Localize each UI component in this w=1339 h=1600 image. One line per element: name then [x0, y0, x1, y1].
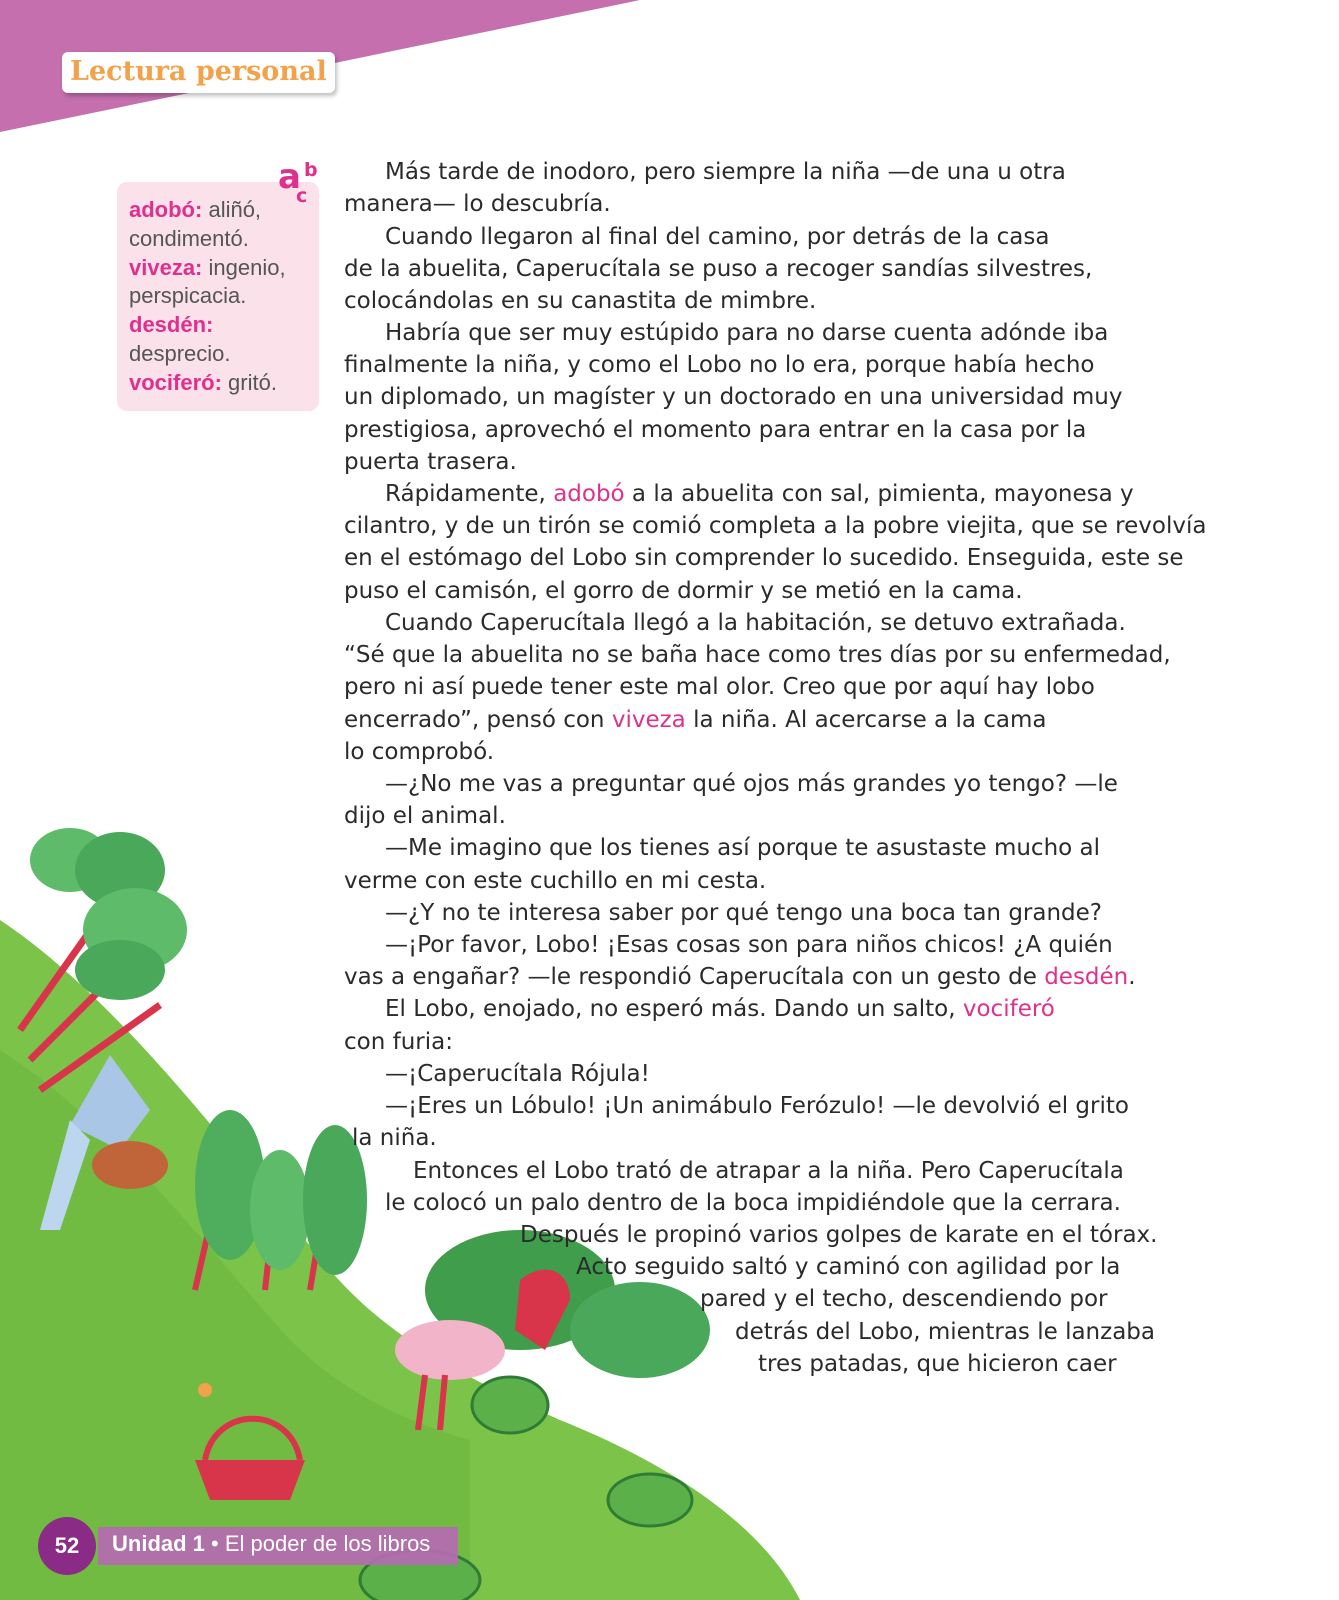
story-line: colocándolas en su canastita de mimbre.: [344, 288, 817, 314]
story-line: Cuando llegaron al final del camino, por detrás de la casa: [385, 224, 1050, 250]
glossary-definition: ingenio, perspicacia.: [129, 254, 286, 309]
story-line: —¿Y no te interesa saber por qué tengo una boca tan grande?: [385, 900, 1102, 926]
glossary-term: desdén:: [129, 312, 214, 338]
story-line: dijo el animal.: [344, 803, 506, 829]
vocab-word-adobo: adobó: [553, 481, 625, 507]
footer-bullet: •: [211, 1531, 219, 1556]
story-line: Acto seguido saltó y caminó con agilidad por la: [576, 1254, 1121, 1280]
story-line: —¡Por favor, Lobo! ¡Esas cosas son para niños chicos! ¿A quién: [385, 932, 1113, 958]
story-line: Después le propinó varios golpes de karate en el tórax.: [520, 1222, 1158, 1248]
story-line: con furia:: [344, 1029, 453, 1055]
section-label: Lectura personal: [62, 52, 335, 93]
story-line: [344, 962, 1136, 992]
svg-text:c: c: [296, 185, 308, 206]
story-line: —¡Eres un Lóbulo! ¡Un animábulo Ferózulo! —le devolvió el grito: [385, 1093, 1129, 1119]
story-text-run: encerrado”, pensó con: [344, 707, 612, 733]
svg-text:b: b: [304, 159, 318, 181]
story-text-run: vas a engañar? —le respondió Caperucítala con un gesto de: [344, 964, 1045, 990]
story-text-run: Rápidamente,: [385, 481, 554, 507]
story-line: prestigiosa, aprovechó el momento para entrar en la casa por la: [344, 417, 1087, 443]
glossary-term: adobó:: [129, 197, 203, 222]
glossary-definition: gritó.: [228, 369, 277, 395]
story-text-run: la niña. Al acercarse a la cama: [685, 707, 1047, 733]
story-text-run: .: [1128, 964, 1136, 990]
story-line: puerta trasera.: [344, 449, 517, 475]
glossary-definition: desprecio.: [129, 340, 231, 366]
story-line: pared y el techo, descendiendo por: [700, 1286, 1108, 1312]
story-line: puso el camisón, el gorro de dormir y se metió en la cama.: [344, 578, 1023, 604]
story-line: finalmente la niña, y como el Lobo no lo era, porque había hecho: [344, 352, 1095, 378]
story-line: verme con este cuchillo en mi cesta.: [344, 868, 767, 894]
footer-title: [112, 1531, 430, 1557]
story-line: —Me imagino que los tienes así porque te asustaste mucho al: [385, 835, 1101, 861]
story-line: de la abuelita, Caperucítala se puso a recoger sandías silvestres,: [344, 256, 1093, 282]
story-text-run: a la abuelita con sal, pimienta, mayonesa y: [624, 481, 1134, 507]
glossary-term: vociferó:: [129, 369, 222, 395]
story-line: [344, 705, 1047, 735]
story-line: Entonces el Lobo trató de atrapar a la niña. Pero Caperucítala: [413, 1158, 1124, 1184]
svg-text:a: a: [278, 157, 301, 197]
glossary-term: viveza:: [129, 254, 203, 280]
story-line: [385, 479, 1134, 509]
story-line: detrás del Lobo, mientras le lanzaba: [735, 1319, 1155, 1345]
story-line: Más tarde de inodoro, pero siempre la niña —de una u otra: [385, 159, 1066, 185]
story-line: tres patadas, que hicieron caer: [758, 1351, 1117, 1377]
vocab-word-desden: desdén: [1044, 964, 1129, 990]
vocab-word-vocifero: vociferó: [962, 996, 1055, 1022]
story-line: pero ni así puede tener este mal olor. Creo que por aquí hay lobo: [344, 674, 1095, 700]
story-line: en el estómago del Lobo sin comprender lo sucedido. Enseguida, este se: [344, 545, 1184, 571]
story-text-run: El Lobo, enojado, no esperó más. Dando un salto,: [385, 996, 963, 1022]
footer-book-title: El poder de los libros: [224, 1531, 431, 1556]
story-line: [385, 994, 1055, 1024]
story-line: manera— lo descubría.: [344, 191, 611, 217]
vocab-word-viveza: viveza: [611, 707, 686, 733]
story-line: cilantro, y de un tirón se comió completa a la pobre viejita, que se revolvía: [344, 513, 1207, 539]
story-line: Habría que ser muy estúpido para no darse cuenta adónde iba: [385, 320, 1109, 346]
footer-unit: Unidad 1: [112, 1531, 205, 1556]
story-line: —¡Caperucítala Rójula!: [385, 1061, 650, 1087]
story-line: —¿No me vas a preguntar qué ojos más grandes yo tengo? —le: [385, 771, 1118, 797]
story-line: lo comprobó.: [344, 739, 495, 765]
story-line: un diplomado, un magíster y un doctorado en una universidad muy: [344, 384, 1123, 410]
glossary-definition: aliñó, condimentó.: [129, 197, 262, 251]
page-number: 52: [38, 1517, 96, 1575]
story-line: Cuando Caperucítala llegó a la habitación, se detuvo extrañada.: [385, 610, 1126, 636]
story-line: “Sé que la abuelita no se baña hace como tres días por su enfermedad,: [344, 642, 1171, 668]
story-line: le colocó un palo dentro de la boca impidiéndole que la cerrara.: [385, 1190, 1121, 1216]
story-line: la niña.: [352, 1125, 437, 1151]
